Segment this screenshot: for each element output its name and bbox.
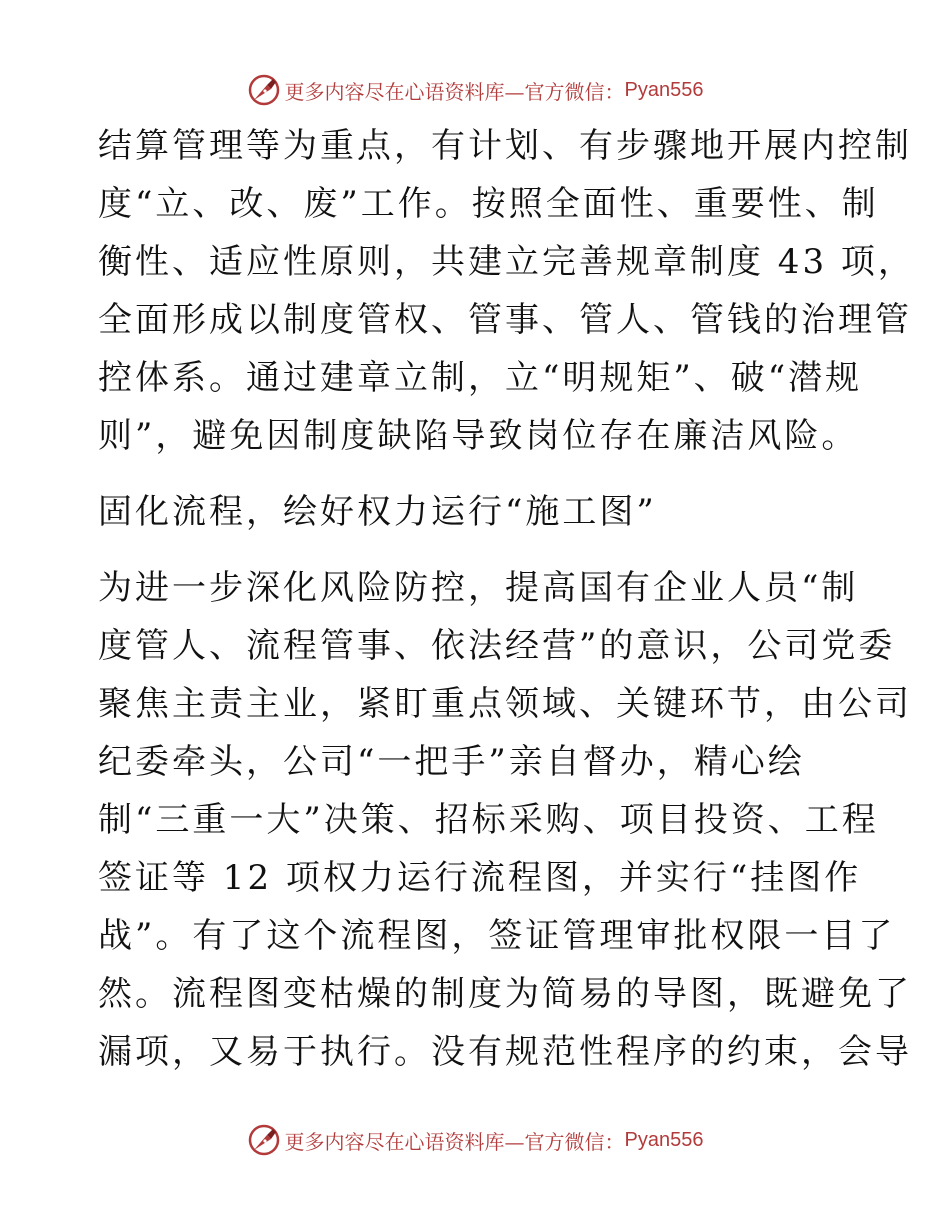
header-banner-text: 更多内容尽在心语资料库—官方微信： [284,79,625,104]
body-line-7: 为进一步深化风险防控，提高国有企业人员“制 [98,568,859,608]
header-wechat-id: Pyan556 [624,78,704,101]
body-line-15: 漏项，又易于执行。没有规范性程序的约束，会导 [98,1032,912,1072]
body-line-8: 度管人、流程管事、依法经营”的意识，公司党委 [98,626,896,666]
body-line-6: 则”，避免因制度缺陷导致岗位存在廉洁风险。 [98,416,859,456]
pen-nib-logo-icon [247,1123,281,1157]
footer-banner-text: 更多内容尽在心语资料库—官方微信： [284,1129,625,1154]
body-line-3: 衡性、适应性原则，共建立完善规章制度 43 项， [98,242,915,282]
body-line-2: 度“立、改、废”工作。按照全面性、重要性、制 [98,184,879,224]
body-line-10: 纪委牵头，公司“一把手”亲自督办，精心绘 [98,742,805,782]
body-line-11: 制“三重一大”决策、招标采购、项目投资、工程 [98,800,879,840]
body-line-5: 控体系。通过建章立制，立“明规矩”、破“潜规 [98,358,863,398]
footer-banner [0,1120,950,1160]
body-line-13: 战”。有了这个流程图，签证管理审批权限一目了 [98,916,896,956]
body-line-14: 然。流程图变枯燥的制度为简易的导图，既避免了 [98,974,912,1014]
body-line-1: 结算管理等为重点，有计划、有步骤地开展内控制 [98,126,912,166]
body-line-12: 签证等 12 项权力运行流程图，并实行“挂图作 [98,858,862,898]
body-line-4: 全面形成以制度管权、管事、管人、管钱的治理管 [98,300,912,340]
pen-nib-logo-icon [247,73,281,107]
body-line-9: 聚焦主责主业，紧盯重点领域、关键环节，由公司 [98,684,912,724]
header-banner [0,70,950,110]
footer-wechat-id: Pyan556 [624,1128,704,1151]
section-heading: 固化流程，绘好权力运行“施工图” [98,492,657,532]
